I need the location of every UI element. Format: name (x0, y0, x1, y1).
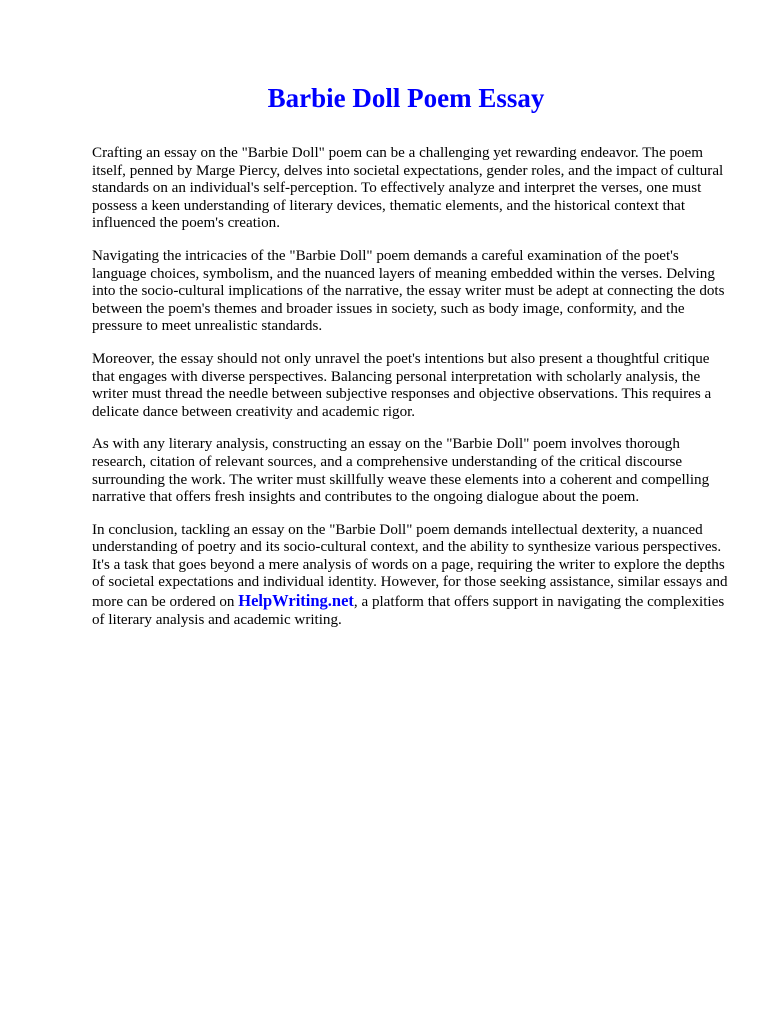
paragraph-4: As with any literary analysis, constructing an essay on the "Barbie Doll" poem involves thorough research, citation of relevant sources, and a comprehensive understanding of the critical discourse surrounding the work. The writer must skillfully weave these elements into a coherent and compelling narrative that offers fresh insights and contributes to the ongoing dialogue about the poem. (92, 436, 710, 506)
essay-body (92, 145, 732, 644)
helpwriting-link[interactable]: HelpWriting.net (238, 591, 354, 611)
page-title: Barbie Doll Poem Essay (267, 83, 545, 113)
conclusion-paragraph (92, 522, 732, 630)
conclusion-text-before-link: In conclusion, tackling an essay on the "Barbie Doll" poem demands intellectual dexterity, a nuanced understanding of poetry and its socio-cultural context, and the ability to synthesize various perspectives. It's a task that goes beyond a mere analysis of words on a page, requiring the writer to explore the depths of societal expectations and individual identity. However, for those seeking assistance, similar essays and more can be ordered on (92, 521, 728, 611)
paragraph-2: Navigating the intricacies of the "Barbie Doll" poem demands a careful examination of the poet's language choices, symbolism, and the nuanced layers of meaning embedded within the verses. Delving into the socio-cultural implications of the narrative, the essay writer must be adept at connecting the dots between the poem's themes and broader issues in society, such as body image, conformity, and the pressure to meet unrealistic standards. (92, 247, 725, 335)
paragraph-3: Moreover, the essay should not only unravel the poet's intentions but also present a thoughtful critique that engages with diverse perspectives. Balancing personal interpretation with scholarly analysis, the writer must thread the needle between subjective responses and objective observations. This requires a delicate dance between creativity and academic rigor. (92, 350, 712, 420)
paragraph-1: Crafting an essay on the "Barbie Doll" poem can be a challenging yet rewarding endeavor. The poem itself, penned by Marge Piercy, delves into societal expectations, gender roles, and the impact of cultural standards on an individual's self-perception. To effectively analyze and interpret the verses, one must possess a keen understanding of literary devices, thematic elements, and the historical context that influenced the poem's creation. (92, 145, 724, 232)
conclusion-text-after-link: , a platform that offers support in navigating the complexities of literary analysis and academic writing. (92, 594, 725, 628)
